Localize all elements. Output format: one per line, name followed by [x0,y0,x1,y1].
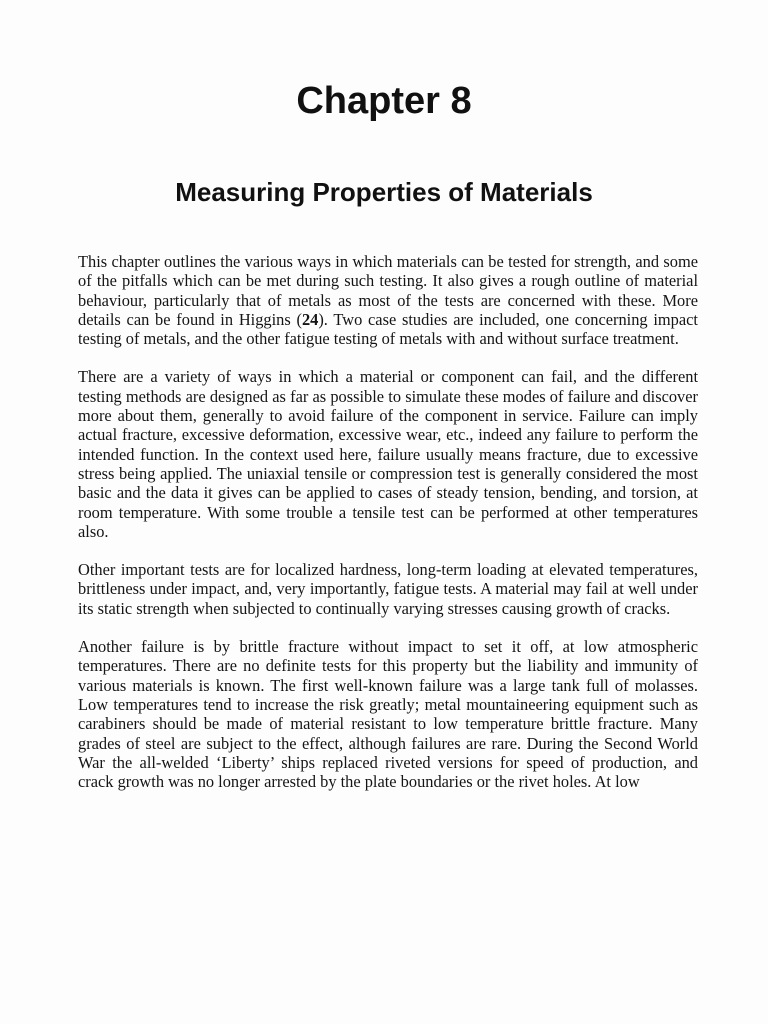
chapter-title: Measuring Properties of Materials [175,177,593,207]
paragraph-intro-text-end: ). Two case studies are included, one concerning impact testing of metals, and the other fatigue testing of metals with and without surface treatment. [78,309,698,349]
chapter-number: Chapter 8 [296,80,472,122]
paragraph-failure-modes: There are a variety of ways in which a material or component can fail, and the different testing methods are designed as far as possible to simulate these modes of failure and discover more about them, generally to avoid failure of the component in service. Failure can imply actual fracture, excessive deformation, excessive wear, etc., indeed any failure to perform the intended function. In the context used here, failure usually means fracture, due to excessive stress being applied. The uniaxial tensile or compression test is generally considered the most basic and the data it gives can be applied to cases of steady tension, bending, and torsion, at room temperature. With some trouble a tensile test can be performed at other temperatures also. [78,367,698,541]
paragraph-intro-text-start: This chapter outlines the various ways in which materials can be tested for strength, and some of the pitfalls which can be met during such testing. It also gives a rough outline of material behaviour, particularly that of metals as most of the tests are concerned with these. More details can be found in Higgins ( [78,252,698,329]
paragraph-intro [78,252,698,348]
reference-number: 24 [301,309,319,329]
body-text [78,252,698,810]
paragraph-other-tests: Other important tests are for localized hardness, long-term loading at elevated temperatures, brittleness under impact, and, very importantly, fatigue tests. A material may fail at well under its static strength when subjected to continually varying stresses causing growth of cracks. [78,560,698,618]
paragraph-brittle-fracture: Another failure is by brittle fracture without impact to set it off, at low atmospheric temperatures. There are no definite tests for this property but the liability and immunity of various materials is known. The first well-known failure was a large tank full of molasses. Low temperatures tend to increase the risk greatly; metal mountaineering equipment such as carabiners should be made of material resistant to low temperature brittle fracture. Many grades of steel are subject to the effect, although failures are rare. During the Second World War the all-welded ‘Liberty’ ships replaced riveted versions for speed of production, and crack growth was no longer arrested by the plate boundaries or the rivet holes. At low [78,637,698,792]
